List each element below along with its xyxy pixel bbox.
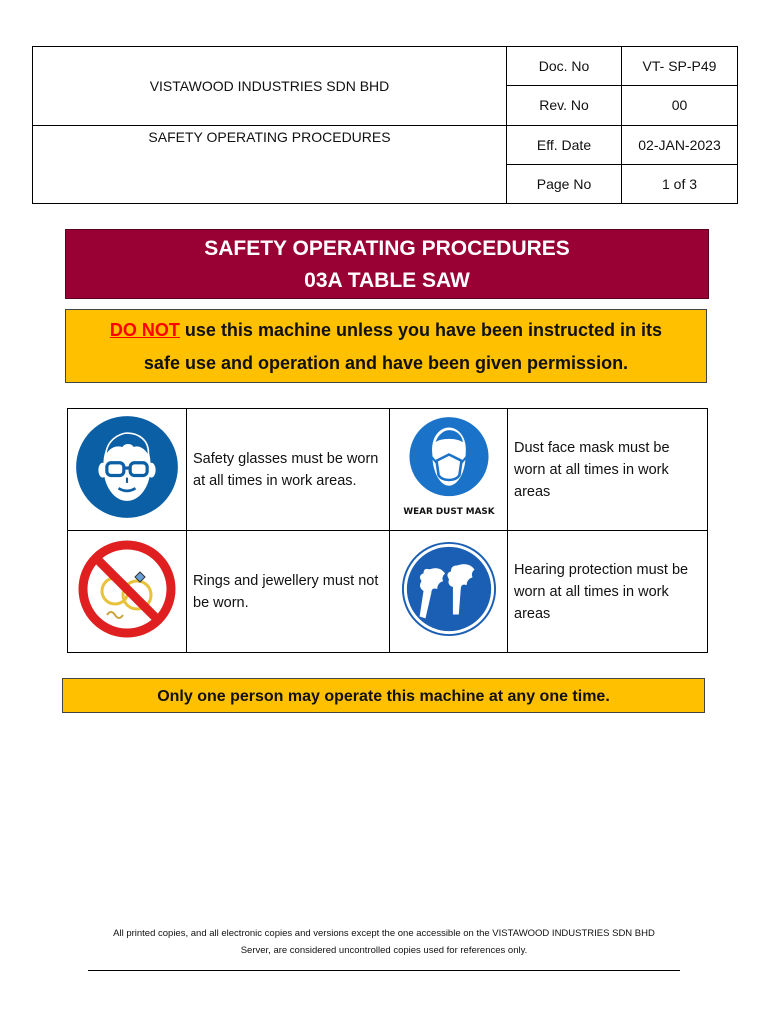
document-header-table: [32, 46, 738, 204]
ppe-icon-cell: [68, 531, 187, 653]
footer-disclaimer: [80, 925, 688, 959]
ppe-icon-cell: [390, 531, 508, 653]
ppe-icon-cell: [390, 409, 508, 531]
ppe-text-glasses: Safety glasses must be worn at all times in work areas.: [187, 409, 390, 531]
ppe-text-hearing: Hearing protection must be worn at all times in work areas: [508, 531, 708, 653]
banner-title: SAFETY OPERATING PROCEDURES: [204, 237, 570, 260]
eff-date-label: Eff. Date: [507, 125, 622, 164]
warning-emphasis: DO NOT: [109, 320, 180, 340]
eff-date-value: 02-JAN-2023: [622, 125, 738, 164]
document-type: SAFETY OPERATING PROCEDURES: [33, 125, 507, 204]
ppe-requirements-grid: [67, 408, 708, 653]
title-banner: [65, 229, 709, 299]
company-name: VISTAWOOD INDUSTRIES SDN BHD: [33, 47, 507, 126]
safety-glasses-icon: [74, 414, 180, 520]
hearing-protection-icon: [400, 540, 498, 638]
dust-mask-icon: [396, 415, 502, 519]
warning-text-line1: use this machine unless you have been instructed in its: [179, 320, 663, 340]
footer-divider: [88, 970, 680, 971]
doc-no-value: VT- SP-P49: [622, 47, 738, 86]
doc-no-label: Doc. No: [507, 47, 622, 86]
no-jewellery-icon: [77, 539, 177, 639]
footer-line-2: Server, are considered uncontrolled copies used for references only.: [240, 945, 528, 956]
page-no-value: 1 of 3: [622, 164, 738, 203]
rev-no-label: Rev. No: [507, 86, 622, 125]
ppe-text-dust-mask: Dust face mask must be worn at all times in work areas: [508, 409, 708, 531]
footer-line-1: All printed copies, and all electronic copies and versions except the one accessible on the VISTAWOOD INDUSTRIES SDN BHD: [113, 928, 655, 939]
rev-no-value: 00: [622, 86, 738, 125]
single-operator-notice: Only one person may operate this machine at any one time.: [62, 678, 705, 713]
ppe-icon-cell: [68, 409, 187, 531]
page-no-label: Page No: [507, 164, 622, 203]
banner-subtitle: 03A TABLE SAW: [304, 269, 470, 292]
dust-mask-caption: WEAR DUST MASK: [402, 506, 495, 517]
permission-warning: [65, 309, 707, 383]
ppe-text-jewellery: Rings and jewellery must not be worn.: [187, 531, 390, 653]
warning-text-line2: safe use and operation and have been given permission.: [143, 353, 629, 373]
